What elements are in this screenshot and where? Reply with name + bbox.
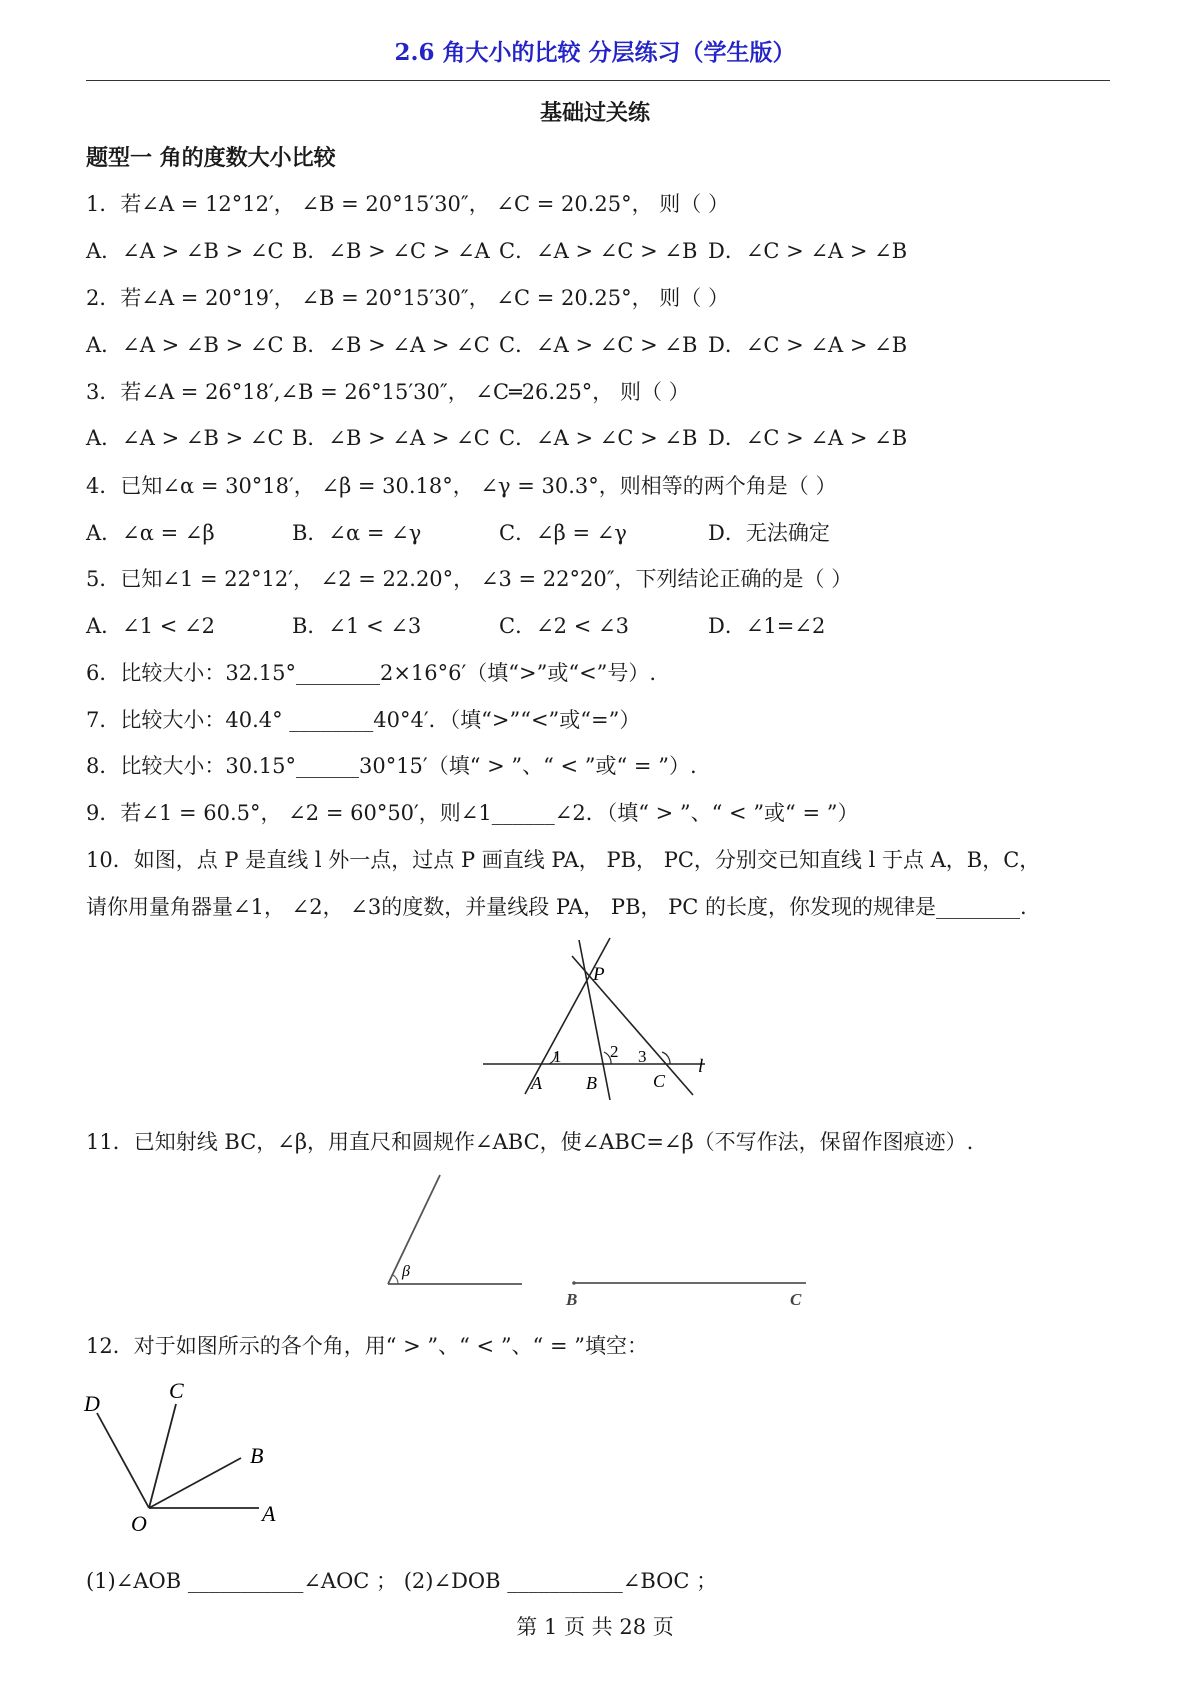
question-3-option-c[interactable]: C．∠A > ∠C > ∠B — [499, 426, 698, 450]
question-1-option-a[interactable]: A．∠A > ∠B > ∠C — [86, 239, 284, 263]
question-5-option-d[interactable]: D．∠1=∠2 — [708, 614, 826, 638]
question-8-stem: 8．比较大小：30.15°______30°15′（填“ > ”、“ < ”或“ = ”）. — [86, 754, 697, 778]
label-l: l — [698, 1056, 704, 1077]
page-title: 2.6 角大小的比较 分层练习（学生版） — [394, 39, 796, 66]
ray-ob — [149, 1458, 241, 1508]
question-11-stem: 11．已知射线 BC，∠β，用直尺和圆规作∠ABC，使∠ABC=∠β（不写作法，保留作图痕迹）. — [86, 1130, 974, 1154]
question-12-subparts: (1)∠AOB ___________∠AOC ； (2)∠DOB ___________∠BOC ； — [86, 1569, 718, 1593]
label-beta: β — [402, 1263, 410, 1280]
ray-od — [97, 1413, 149, 1508]
label-p: P — [593, 964, 605, 985]
question-1-option-b[interactable]: B．∠B > ∠C > ∠A — [292, 239, 490, 263]
label-o: O — [131, 1511, 147, 1536]
label-b: B — [566, 1290, 578, 1309]
question-2-stem: 2．若∠A = 20°19′， ∠B = 20°15′30″， ∠C = 20.25°， 则（ ） — [86, 286, 729, 310]
question-4-option-a[interactable]: A．∠α = ∠β — [86, 521, 215, 545]
question-6-stem: 6．比较大小：32.15°________2×16°6′（填“>”或“<”号）. — [86, 661, 657, 685]
question-type-heading: 题型一 角的度数大小比较 — [86, 145, 336, 171]
label-d: D — [84, 1391, 100, 1416]
label-a: A — [531, 1073, 542, 1093]
question-4-stem: 4．已知∠α = 30°18′， ∠β = 30.18°， ∠γ = 30.3°，则相等的两个角是（ ） — [86, 474, 837, 498]
question-2-option-a[interactable]: A．∠A > ∠B > ∠C — [86, 333, 284, 357]
question-5-option-c[interactable]: C．∠2 < ∠3 — [499, 614, 629, 638]
question-1-option-c[interactable]: C．∠A > ∠C > ∠B — [499, 239, 698, 263]
question-5-stem: 5．已知∠1 = 22°12′， ∠2 = 22.20°， ∠3 = 22°20″，下列结论正确的是（ ） — [86, 567, 853, 591]
question-7-stem: 7．比较大小：40.4° ________40°4′．（填“>”“<”或“=”） — [86, 708, 641, 732]
ray-oc — [149, 1404, 176, 1508]
question-5-option-a[interactable]: A．∠1 < ∠2 — [86, 614, 216, 638]
question-1-stem: 1．若∠A = 12°12′， ∠B = 20°15′30″， ∠C = 20.25°， 则（ ） — [86, 192, 729, 216]
question-5-option-b[interactable]: B．∠1 < ∠3 — [292, 614, 422, 638]
question-2-option-d[interactable]: D．∠C > ∠A > ∠B — [708, 333, 908, 357]
label-b: B — [586, 1073, 597, 1093]
label-c: C — [653, 1071, 666, 1091]
page-footer: 第 1 页 共 28 页 — [516, 1615, 674, 1639]
question-2-option-b[interactable]: B．∠B > ∠A > ∠C — [292, 333, 490, 357]
question-3-option-a[interactable]: A．∠A > ∠B > ∠C — [86, 426, 284, 450]
question-3-option-d[interactable]: D．∠C > ∠A > ∠B — [708, 426, 908, 450]
question-4-option-d[interactable]: D．无法确定 — [708, 521, 830, 545]
question-12-stem: 12．对于如图所示的各个角，用“ > ”、“ < ”、“ = ”填空： — [86, 1334, 648, 1358]
label-angle-2: 2 — [610, 1042, 619, 1061]
label-b: B — [250, 1443, 264, 1468]
label-a: A — [262, 1501, 276, 1526]
question-1-option-d[interactable]: D．∠C > ∠A > ∠B — [708, 239, 908, 263]
question-4-option-b[interactable]: B．∠α = ∠γ — [292, 521, 422, 545]
question-9-stem: 9．若∠1 = 60.5°， ∠2 = 60°50′，则∠1______∠2．（填“ > ”、“ < ”或“ = ”） — [86, 801, 859, 825]
question-10-stem-line1: 10．如图，点 P 是直线 l 外一点，过点 P 画直线 PA， PB， PC，分别交已知直线 l 于点 A，B，C， — [86, 848, 1041, 872]
question-3-stem: 3．若∠A = 26°18′,∠B = 26°15′30″， ∠C═26.25°， 则（ ） — [86, 380, 690, 404]
question-2-option-c[interactable]: C．∠A > ∠C > ∠B — [499, 333, 698, 357]
label-angle-3: 3 — [638, 1047, 647, 1066]
section-heading: 基础过关练 — [539, 100, 650, 126]
label-c: C — [790, 1290, 802, 1309]
question-4-option-c[interactable]: C．∠β = ∠γ — [499, 521, 627, 545]
question-10-stem-line2: 请你用量角器量∠1， ∠2， ∠3的度数，并量线段 PA， PB， PC 的长度，你发现的规律是________. — [86, 895, 1027, 919]
question-3-option-b[interactable]: B．∠B > ∠A > ∠C — [292, 426, 490, 450]
label-angle-1: 1 — [553, 1047, 562, 1066]
label-c: C — [169, 1378, 184, 1403]
